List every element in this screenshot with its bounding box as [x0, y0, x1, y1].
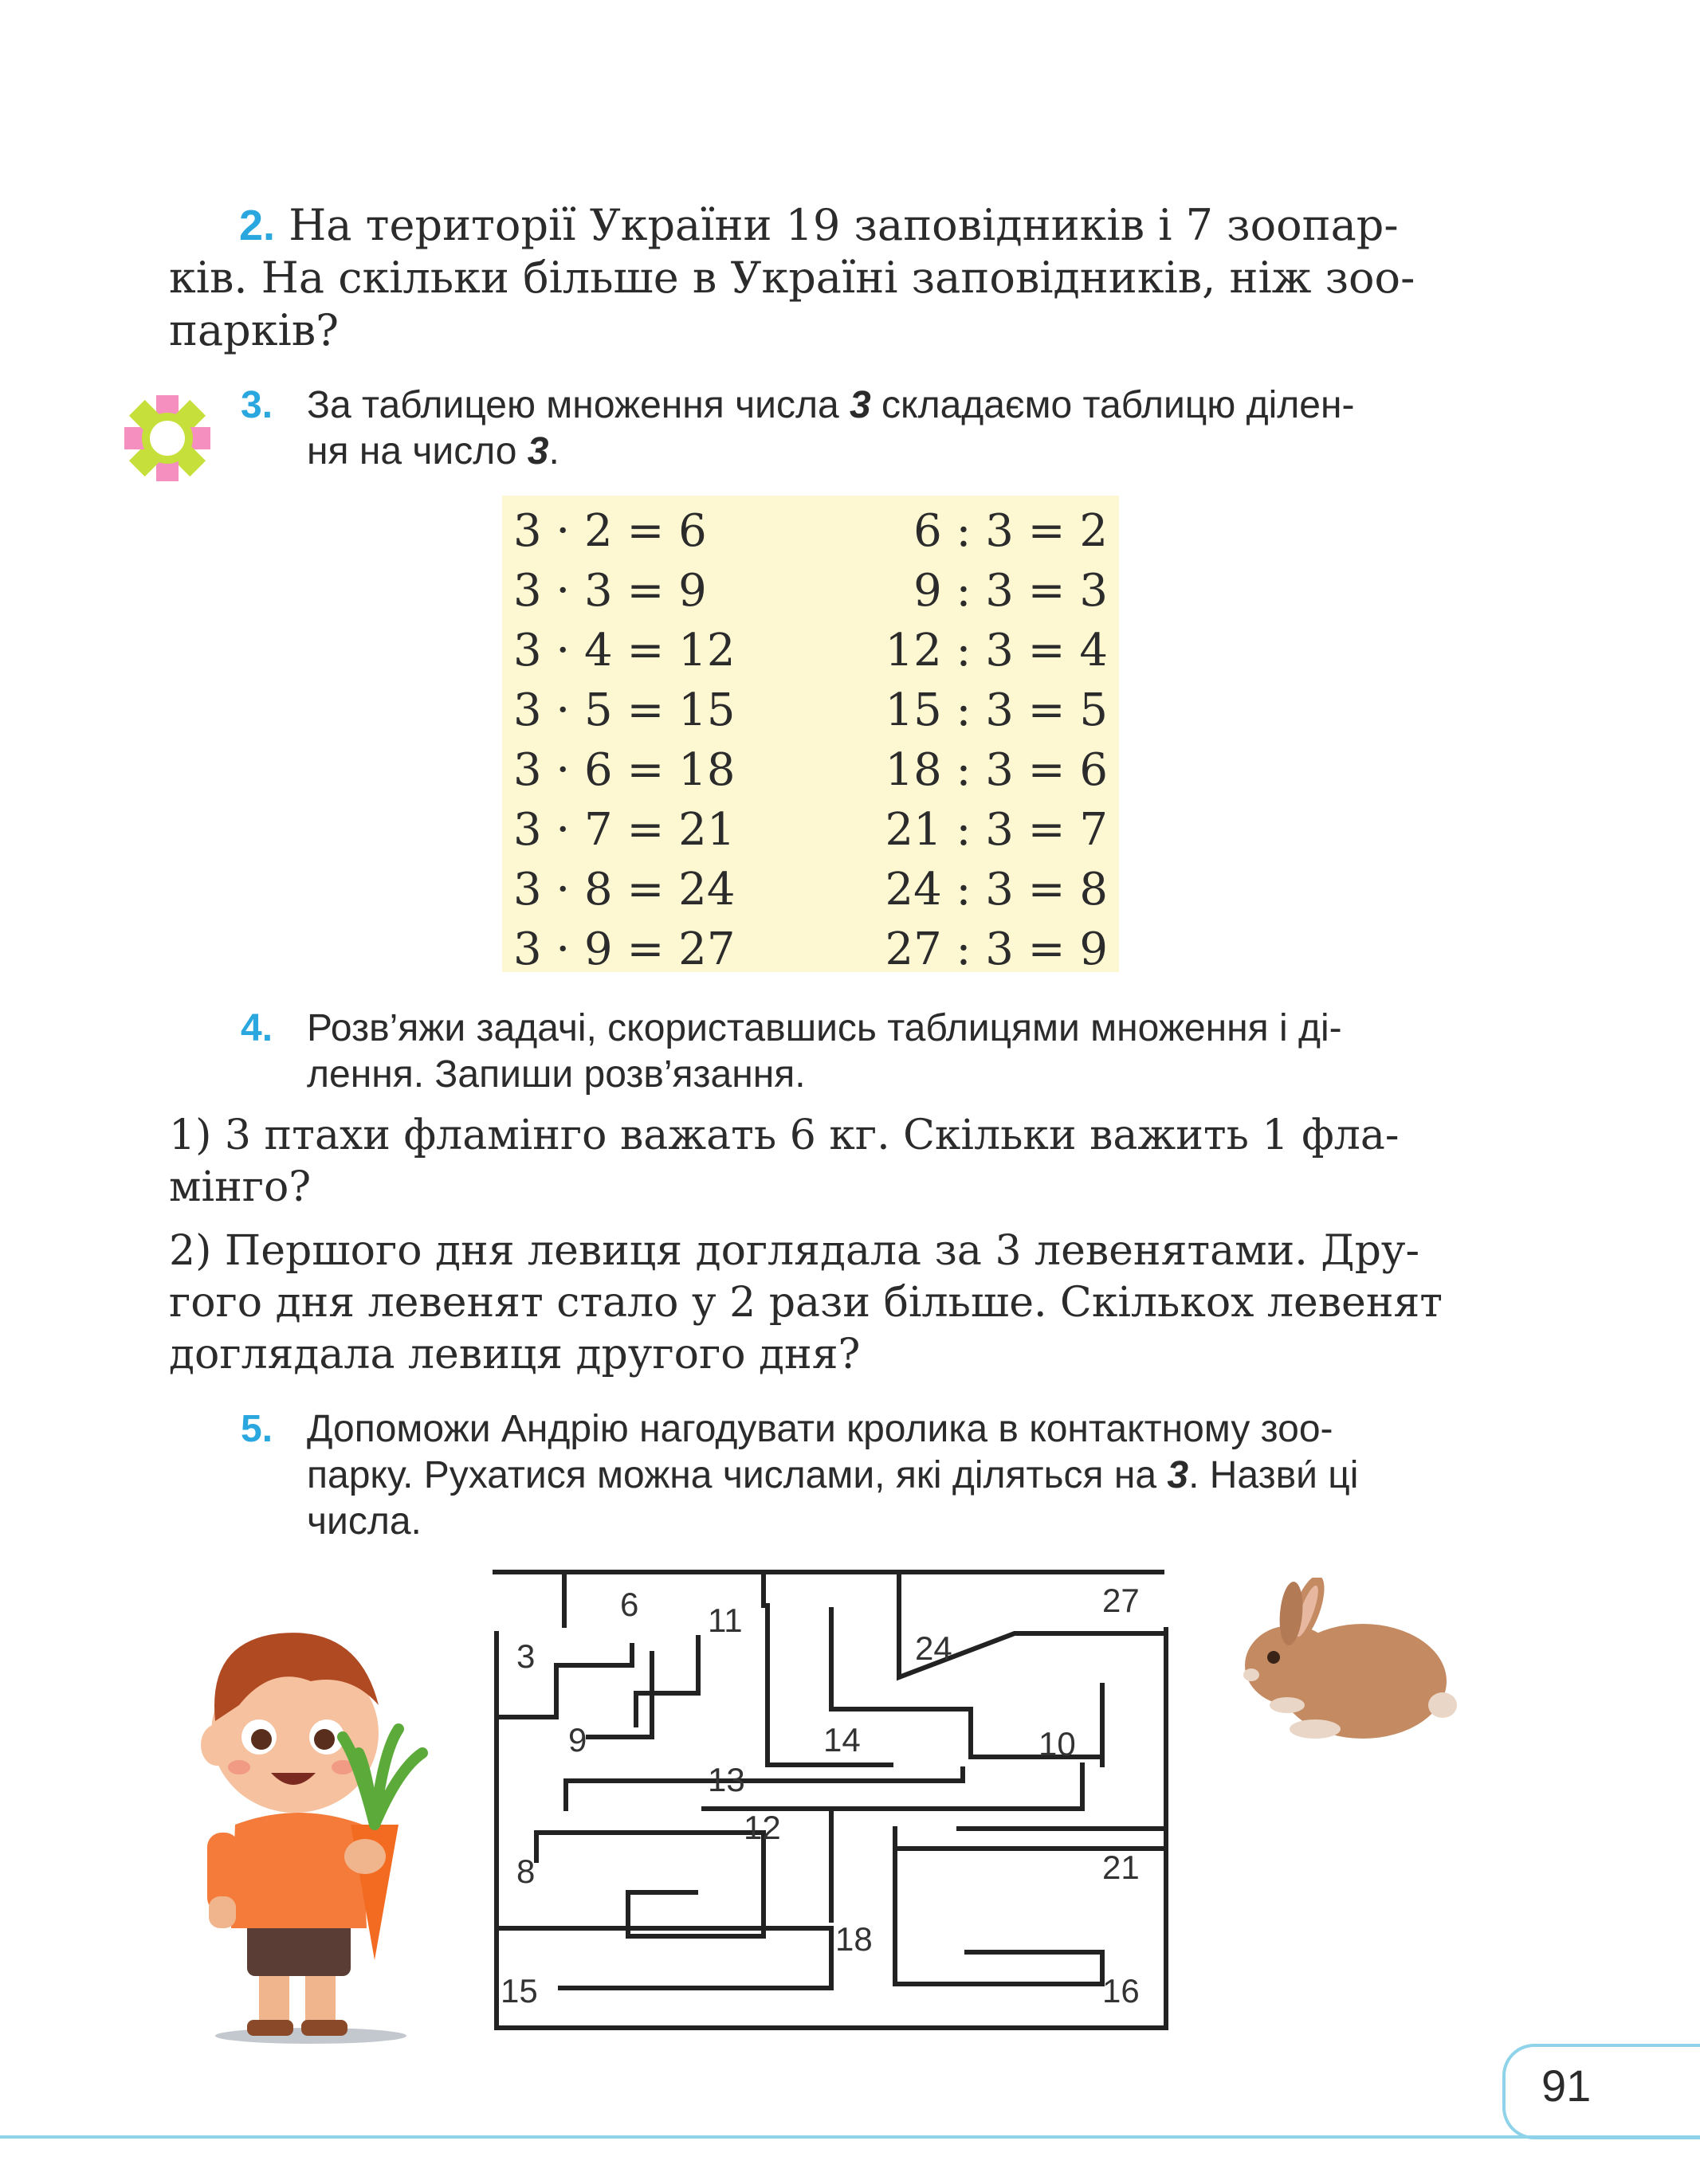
task-4-line-2: лення. Запиши розв’язання. — [307, 1053, 806, 1096]
multiplication-division-table — [502, 496, 1119, 975]
task-3 — [241, 382, 1452, 475]
maze — [493, 1570, 1170, 2040]
boy-with-carrot-illustration — [159, 1586, 462, 2048]
maze-number: 27 — [1102, 1582, 1140, 1619]
bottom-divider — [0, 2135, 1700, 2139]
table-row: 3 · 7 = 21 21 : 3 = 7 — [513, 804, 1108, 856]
task-5 — [241, 1406, 1452, 1545]
maze-number: 16 — [1102, 1972, 1140, 2010]
table-row: 3 · 5 = 15 15 : 3 = 5 — [513, 684, 1108, 736]
task-5-line-3: числа. — [307, 1500, 422, 1543]
maze-number: 14 — [823, 1721, 861, 1759]
task-2-line-3: парків? — [169, 305, 340, 355]
page-number-tab — [1502, 2044, 1700, 2139]
maze-number: 9 — [568, 1721, 587, 1759]
page-number: 91 — [1541, 2060, 1592, 2111]
rabbit-illustration — [1227, 1578, 1459, 1753]
task-5-line-2: парку. Рухатися можна числами, які діляться на 3. Назви́ ці — [307, 1454, 1359, 1496]
task-2-line-1: 2. На території України 19 заповідників і 7 зоопар- — [239, 200, 1399, 250]
maze-number: 10 — [1038, 1725, 1076, 1762]
maze-number: 11 — [708, 1602, 743, 1639]
maze-number: 24 — [915, 1629, 952, 1667]
task-2 — [169, 199, 1452, 357]
task-5-line-1: 5. Допоможи Андрію нагодувати кролика в контактному зоо- — [241, 1408, 1333, 1450]
task-3-line-1: 3. За таблицею множення числа 3 складаємо таблицю ділен- — [241, 384, 1355, 426]
table-row: 3 · 9 = 27 27 : 3 = 9 — [513, 923, 1108, 975]
maze-number: 18 — [835, 1920, 873, 1958]
maze-number: 6 — [620, 1586, 639, 1623]
flower-icon — [120, 390, 215, 486]
maze-number: 8 — [516, 1853, 536, 1890]
table-row: 3 · 8 = 24 24 : 3 = 8 — [513, 864, 1108, 916]
problem-1: 1) 3 птахи фламінго важать 6 кг. Скільки важить 1 фла- мінго? — [169, 1112, 1400, 1211]
problem-2: 2) Першого дня левиця доглядала за 3 левенятами. Дру- гого дня левенят стало у 2 рази більше. Скількох левенят доглядала левиця другого дня? — [169, 1227, 1443, 1378]
task-number: 2. — [239, 202, 276, 249]
maze-number: 21 — [1102, 1849, 1140, 1886]
task-2-line-2: ків. На скільки більше в Україні заповідників, ніж зоо- — [169, 253, 1415, 303]
table-row: 3 · 2 = 6 6 : 3 = 2 — [513, 505, 1108, 557]
task-3-line-2: ня на число 3. — [307, 430, 559, 472]
table-row: 3 · 6 = 18 18 : 3 = 6 — [513, 744, 1108, 796]
maze-number: 13 — [708, 1761, 745, 1798]
task-4-line-1: 4. Розв’яжи задачі, скориставшись таблицями множення і ді- — [241, 1007, 1342, 1049]
maze-number: 3 — [516, 1637, 536, 1675]
maze-number: 12 — [744, 1809, 781, 1846]
task-4 — [241, 1006, 1452, 1098]
maze-walls — [493, 1570, 1170, 2040]
table-row: 3 · 4 = 12 12 : 3 = 4 — [513, 625, 1108, 676]
maze-number: 15 — [501, 1972, 538, 2010]
table-row: 3 · 3 = 9 9 : 3 = 3 — [513, 565, 1108, 617]
